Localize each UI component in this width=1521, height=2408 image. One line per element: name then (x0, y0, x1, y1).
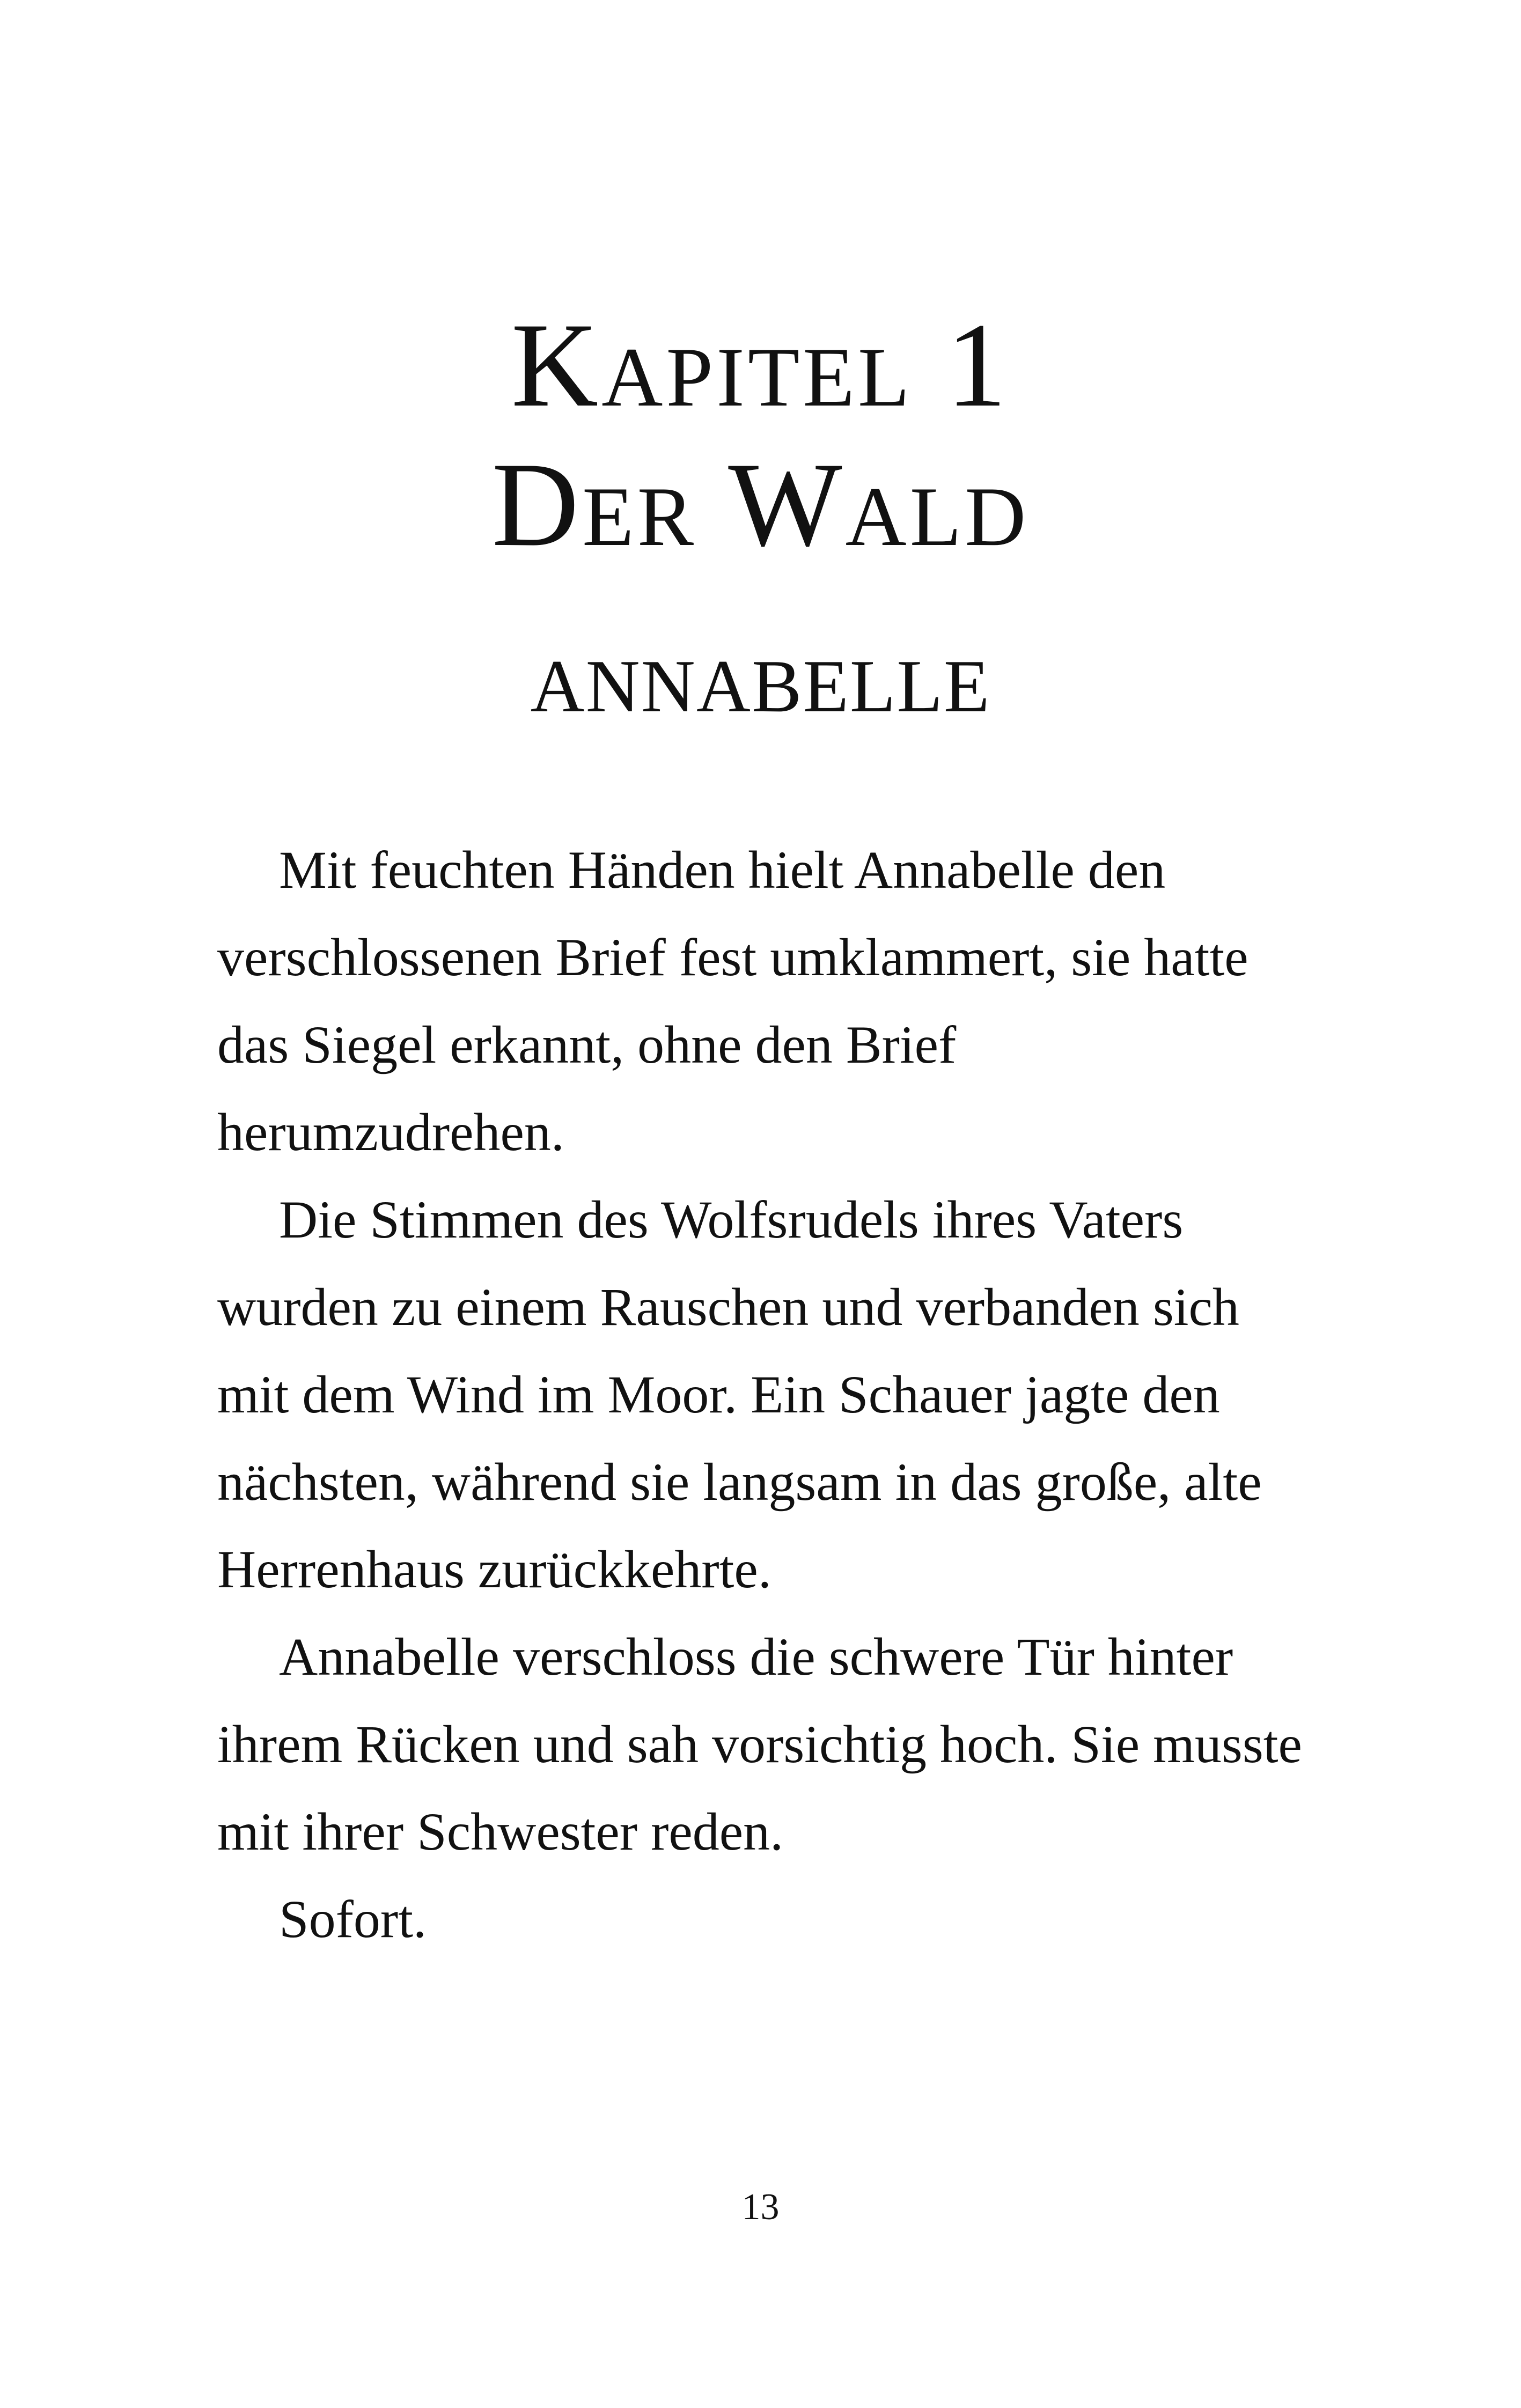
page-number: 13 (741, 2186, 780, 2228)
paragraph: Mit feuchten Händen hielt Annabelle den verschlossenen Brief fest umklammert, sie hatte das Siegel erkannt, ohne den Brief herumzudrehen. (217, 840, 1248, 1162)
paragraph: Die Stimmen des Wolfsrudels ihres Vaters wurden zu einem Rauschen und verbanden sich mit dem Wind im Moor. Ein Schauer jagte den nächsten, während sie langsam in das große, alte Herrenhaus zurückkehrte. (217, 1190, 1262, 1599)
chapter-body-text (217, 826, 1306, 1963)
chapter-title-heading: Der Wald (491, 437, 1030, 571)
paragraph: Sofort. (279, 1889, 427, 1949)
chapter-number-heading: Kapitel 1 (511, 298, 1010, 432)
paragraph: Annabelle verschloss die schwere Tür hinter ihrem Rücken und sah vorsichtig hoch. Sie musste mit ihrer Schwester reden. (217, 1627, 1302, 1861)
pov-character-name: ANNABELLE (530, 645, 991, 728)
